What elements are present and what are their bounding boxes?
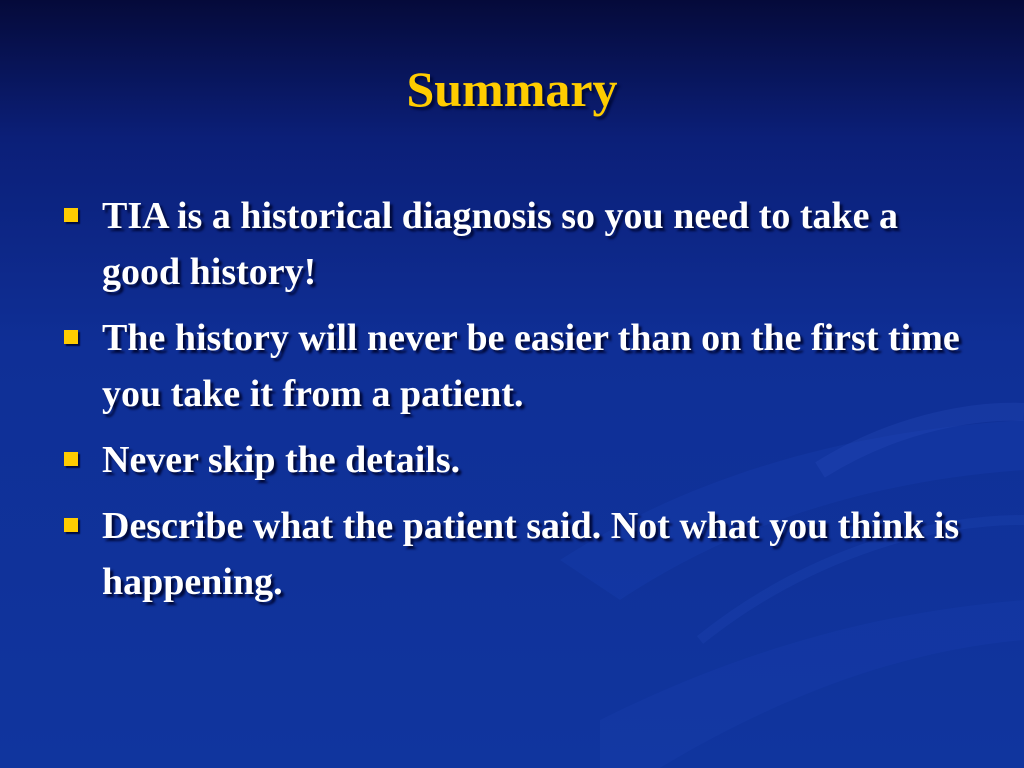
bullet-item: [62, 310, 962, 422]
bullet-item: [62, 498, 962, 610]
bullet-list: [62, 188, 962, 620]
bullet-text: Describe what the patient said. Not what you think is happening.: [102, 505, 960, 603]
bullet-item: [62, 188, 962, 300]
square-bullet-icon: [64, 208, 78, 222]
square-bullet-icon: [64, 330, 78, 344]
slide-title: Summary: [406, 61, 618, 117]
square-bullet-icon: [64, 518, 78, 532]
square-bullet-icon: [64, 452, 78, 466]
bullet-text: TIA is a historical diagnosis so you need to take a good history!: [102, 195, 898, 293]
bullet-text: The history will never be easier than on the first time you take it from a patient.: [102, 317, 960, 415]
bullet-item: [62, 432, 962, 488]
bullet-text: Never skip the details.: [102, 439, 461, 481]
